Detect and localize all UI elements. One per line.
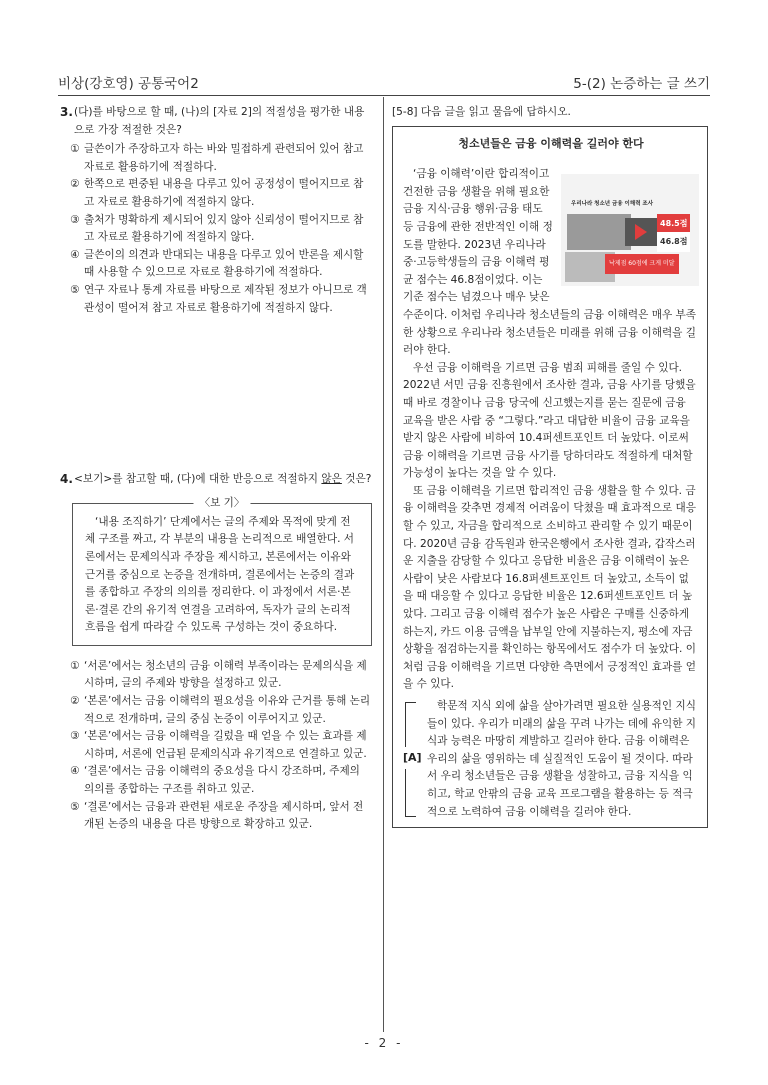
option-text: ‘본론’에서는 금융 이해력의 필요성을 이유와 근거를 통해 논리적으로 전개하며, 글의 중심 논증이 이루어지고 있군. <box>84 695 371 725</box>
page-header <box>58 72 710 94</box>
image-caption: 우리나라 청소년 금융 이해력 조사 <box>571 201 654 208</box>
question-text-pre: <보기>를 참고할 때, (다)에 대한 반응으로 적절하지 <box>74 473 322 486</box>
bracket-a-section <box>403 698 699 821</box>
passage-paragraph-4: 학문적 지식 외에 삶을 살아가려면 필요한 실용적인 지식들이 있다. 우리가 미래의 삶을 꾸려 나가는 데에 유익한 지식과 능력은 마땅히 계발하고 길러야 한다. 금융 이해력은 우리의 삶을 영위하는 데 실질적인 도움이 될 것이다. 따라서 우리 청소년들은 금융 생활을 성찰하고, 금융 지식을 익히고, 학교 안팎의 금융 교육 프로그램을 활용하는 등 적극적으로 노력하여 금융 이해력을 길러야 한다. <box>427 700 697 818</box>
option-text: ‘본론’에서는 금융 이해력을 길렀을 때 얻을 수 있는 효과를 제시하며, 서론에 언급된 문제의식과 유기적으로 연결하고 있군. <box>84 730 367 760</box>
bogi-box <box>72 496 372 646</box>
q4-option-4[interactable] <box>70 763 372 798</box>
left-column <box>60 104 372 834</box>
question-text-post: 것은? <box>341 473 372 486</box>
unit-title: 5-(2) 논증하는 글 쓰기 <box>573 76 710 92</box>
option-mark: ③ <box>70 213 80 226</box>
bracket-label: [A] <box>403 747 422 769</box>
q4-option-1[interactable] <box>70 658 372 693</box>
q4-option-2[interactable] <box>70 693 372 728</box>
passage-paragraph-3: 또 금융 이해력을 기르면 합리적인 금융 생활을 할 수 있다. 금융 이해력을 갖추면 경제적 어려움이 닥쳤을 때 효과적으로 대응할 수 있고, 자금을 합리적으로 소비하고 관리할 수 있기 때문이다. 2020년 금융 감독원과 한국은행에서 조사한 결과, 갑작스러운 지출을 감당할 수 있다고 응답한 비율은 금융 이해력이 높은 사람이 낮은 사람보다 16.8퍼센트포인트 더 높았고, 소득이 없을 때 대응할 수 있다고 응답한 비율은 12.6퍼센트포인트 더 높았다. 그리고 금융 이해력 점수가 높은 사람은 구매를 신중하게 하는지, 카드 이용 금액을 납부일 안에 지불하는지, 평소에 자금 상황을 점검하는지를 확인하는 항목에서도 점수가 더 높았다. 이처럼 금융 이해력을 기르면 다양한 측면에서 긍정적인 효과를 얻을 수 있다. <box>403 484 697 691</box>
option-text: 한쪽으로 편중된 내용을 다루고 있어 공정성이 떨어지므로 참고 자료로 활용하기에 적절하지 않다. <box>84 178 364 208</box>
news-thumbnail-image <box>561 174 699 286</box>
q4-options <box>70 658 372 834</box>
q3-option-2[interactable] <box>70 176 372 211</box>
image-photo <box>567 214 631 250</box>
passage-title: 청소년들은 금융 이해력을 길러야 한다 <box>458 136 644 150</box>
option-mark: ① <box>70 659 80 672</box>
q3-option-3[interactable] <box>70 212 372 247</box>
option-text: ‘결론’에서는 금융과 관련된 새로운 주장을 제시하며, 앞서 전개된 논증의 내용을 다른 방향으로 확장하고 있군. <box>84 800 364 831</box>
q3-options <box>70 141 372 317</box>
passage-box <box>392 126 708 829</box>
option-mark: ② <box>70 695 80 708</box>
bogi-title: 〈보 기〉 <box>193 495 250 513</box>
passage-paragraph-1: ‘금융 이해력’이란 합리적이고 건전한 금융 생활을 위해 필요한 금융 지식·금융 행위·금융 태도 등 금융에 관한 전반적인 이해 정도를 말한다. 2023년 우리나라 중·고등학생들의 금융 이해력 평균 점수는 46.8점이었다. 이는 기준 점수는 넘겼으나 매우 낮은 수준이다. 이처럼 우리나라 청소년들의 금융 이해력은 매우 부족한 상황으로 우리나라 청소년들은 미래를 위해 금융 이해력을 길러야 한다. <box>403 168 697 357</box>
option-mark: ① <box>70 143 80 156</box>
textbook-title: 비상(강호영) 공통국어2 <box>58 76 199 92</box>
play-icon <box>635 224 647 240</box>
q3-option-1[interactable] <box>70 141 372 176</box>
option-text: 출처가 명확하게 제시되어 있지 않아 신뢰성이 떨어지므로 참고 자료로 활용하기에 적절하지 않다. <box>84 213 364 244</box>
passage-paragraph-2: 우선 금융 이해력을 기르면 금융 범죄 피해를 줄일 수 있다. 2022년 서민 금융 진흥원에서 조사한 결과, 금융 사기를 당했을 때 바로 경찰이나 금융 당국에 신고했는지를 묻는 질문에 금융 교육을 받은 사람 중 “그렇다.”라고 대답한 비율이 금융 교육을 받지 않은 사람에 비하여 10.4퍼센트포인트 더 높았다. 이로써 금융 이해력을 기르면 금융 사기를 당하더라도 적절하게 대처할 가능성이 높다는 것을 알 수 있다. <box>403 361 696 480</box>
q4-option-5[interactable] <box>70 799 372 834</box>
option-text: ‘서론’에서는 청소년의 금융 이해력 부족이라는 문제의식을 제시하며, 글의 주제와 방향을 설정하고 있군. <box>84 659 367 690</box>
header-divider <box>58 95 710 96</box>
image-banner: 낙제점 60점에 크게 미달 <box>605 254 679 274</box>
bogi-text: ‘내용 조직하기’ 단계에서는 글의 주제와 목적에 맞게 전체 구조를 짜고, 각 부분의 내용을 논리적으로 배열한다. 서론에서는 문제의식과 주장을 제시하고, 본론에서는 이유와 근거를 중심으로 논증을 전개하며, 결론에서는 논증의 결과를 종합하고 주장의 의의를 정리한다. 이 과정에서 서론·본론·결론 간의 유기적 연결을 고려하여, 독자가 글의 논리적 흐름을 쉽게 따라갈 수 있도록 구성하는 것이 중요하다. <box>85 515 355 634</box>
score-badge-1: 48.5점 <box>657 214 690 234</box>
score-badge-2: 46.8점 <box>657 232 690 252</box>
option-text: ‘결론’에서는 금융 이해력의 중요성을 다시 강조하며, 주제의 의의를 종합하는 구조를 취하고 있군. <box>84 765 360 796</box>
question-text-underlined: 않은 <box>321 473 342 486</box>
option-mark: ③ <box>70 730 80 743</box>
passage-instruction: [5-8] 다음 글을 읽고 물음에 답하시오. <box>392 106 571 118</box>
question-text: (다)를 바탕으로 할 때, (나)의 [자료 2]의 적절성을 평가한 내용으로 가장 적절한 것은? <box>74 106 365 136</box>
option-text: 글쓴이가 주장하고자 하는 바와 밀접하게 관련되어 있어 참고 자료로 활용하기에 적절하다. <box>84 143 364 173</box>
column-divider <box>383 97 384 1032</box>
question-number: 4. <box>60 472 73 487</box>
question-4 <box>60 471 372 489</box>
option-text: 글쓴이의 의견과 반대되는 내용을 다루고 있어 반론을 제시할 때 사용할 수 있으므로 자료로 활용하기에 적절하다. <box>84 248 364 279</box>
option-mark: ⑤ <box>70 800 80 813</box>
q4-option-3[interactable] <box>70 728 372 763</box>
option-text: 연구 자료나 통계 자료를 바탕으로 제작된 정보가 아니므로 객관성이 떨어져 참고 자료로 활용하기에 적절하지 않다. <box>84 283 367 314</box>
right-column <box>392 104 708 828</box>
q3-option-4[interactable] <box>70 247 372 282</box>
option-mark: ④ <box>70 248 80 261</box>
option-mark: ⑤ <box>70 283 80 296</box>
question-number: 3. <box>60 105 73 119</box>
option-mark: ④ <box>70 765 80 778</box>
page-number: - 2 - <box>364 1036 404 1050</box>
option-mark: ② <box>70 178 80 191</box>
question-3 <box>60 104 372 139</box>
q3-option-5[interactable] <box>70 282 372 317</box>
